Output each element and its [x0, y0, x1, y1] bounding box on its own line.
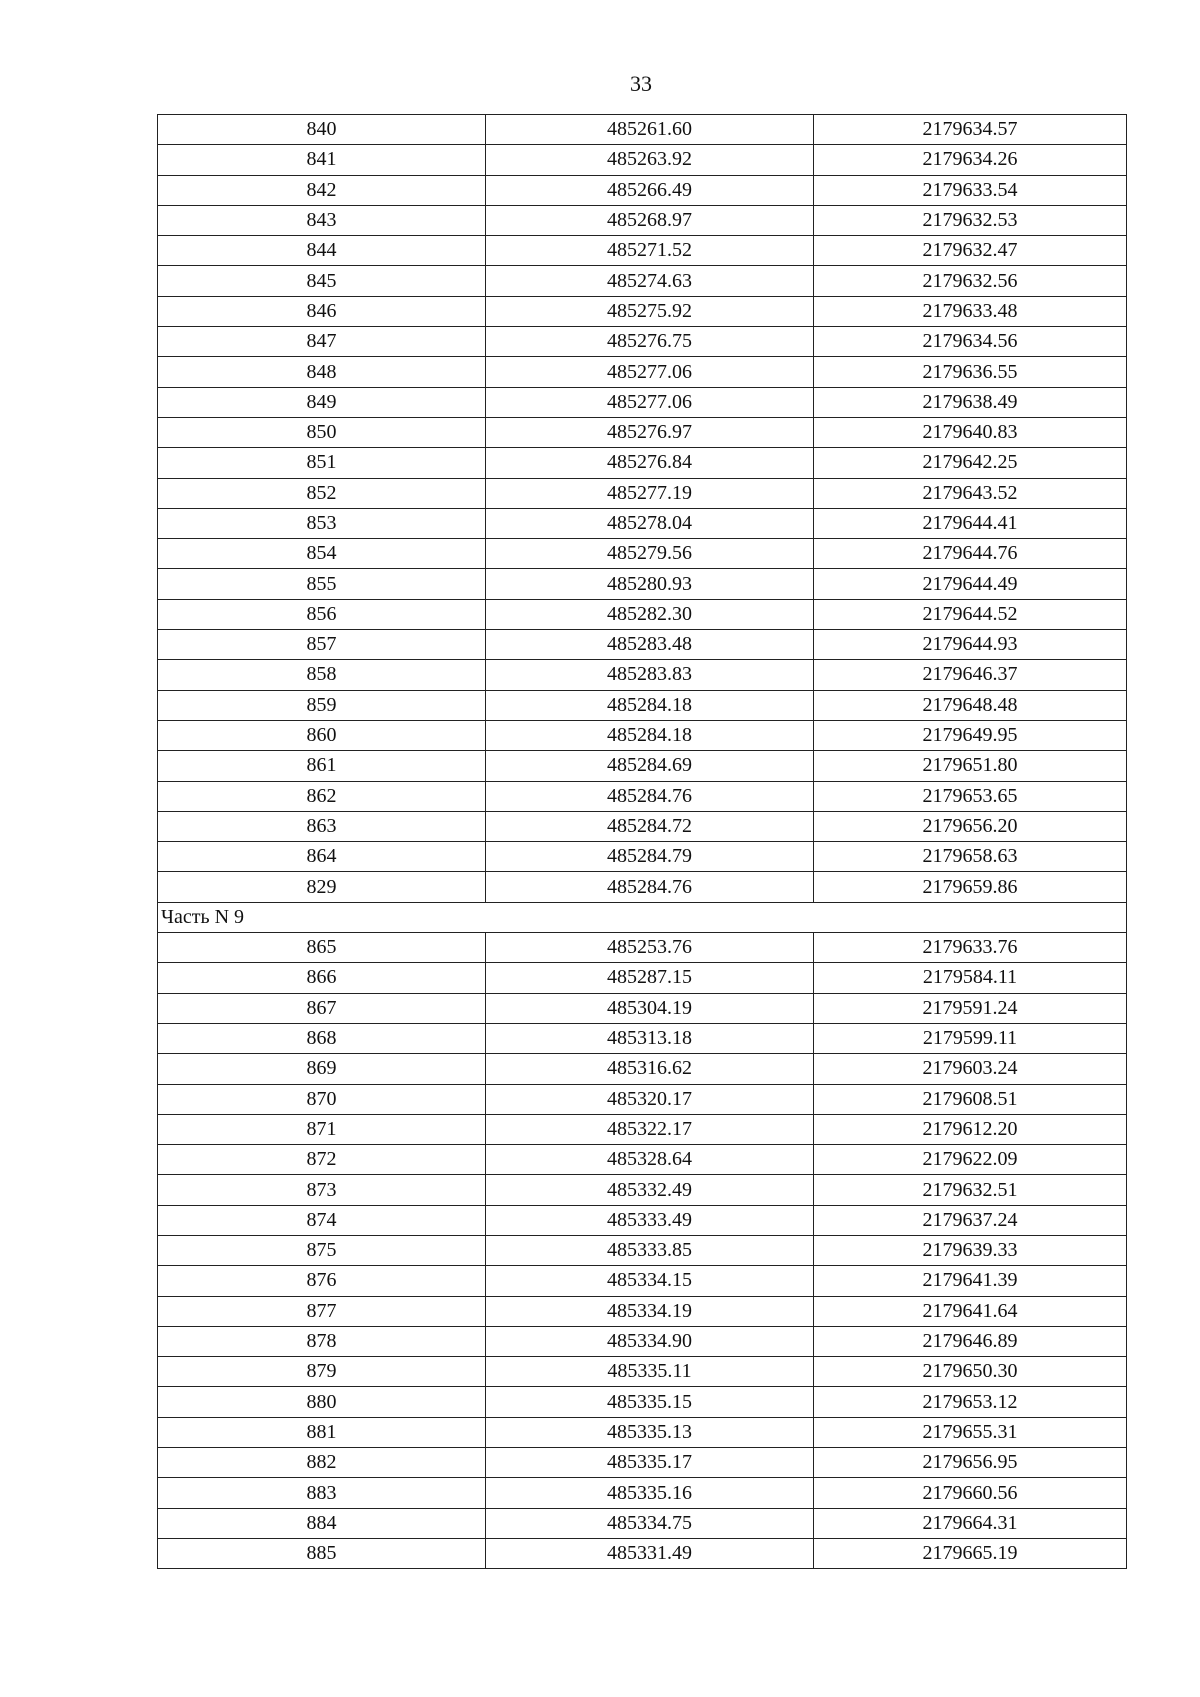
x-coordinate-cell: 485279.56: [486, 539, 814, 569]
point-number-cell: 885: [158, 1538, 486, 1568]
y-coordinate-cell: 2179649.95: [814, 720, 1127, 750]
table-row: [158, 1296, 1127, 1326]
y-coordinate-cell: 2179656.20: [814, 811, 1127, 841]
table-row: [158, 1538, 1127, 1568]
point-number-cell: 878: [158, 1326, 486, 1356]
x-coordinate-cell: 485334.90: [486, 1326, 814, 1356]
y-coordinate-cell: 2179599.11: [814, 1023, 1127, 1053]
table-row: [158, 1417, 1127, 1447]
y-coordinate-cell: 2179634.56: [814, 327, 1127, 357]
point-number-cell: 864: [158, 842, 486, 872]
table-row: [158, 296, 1127, 326]
point-number-cell: 882: [158, 1448, 486, 1478]
y-coordinate-cell: 2179612.20: [814, 1114, 1127, 1144]
point-number-cell: 865: [158, 933, 486, 963]
table-row: [158, 1175, 1127, 1205]
table-row: [158, 357, 1127, 387]
x-coordinate-cell: 485335.15: [486, 1387, 814, 1417]
point-number-cell: 860: [158, 720, 486, 750]
point-number-cell: 868: [158, 1023, 486, 1053]
point-number-cell: 840: [158, 115, 486, 145]
table-row: [158, 205, 1127, 235]
point-number-cell: 879: [158, 1357, 486, 1387]
table-row: [158, 811, 1127, 841]
table-row: [158, 327, 1127, 357]
x-coordinate-cell: 485284.76: [486, 781, 814, 811]
y-coordinate-cell: 2179639.33: [814, 1235, 1127, 1265]
y-coordinate-cell: 2179642.25: [814, 448, 1127, 478]
y-coordinate-cell: 2179636.55: [814, 357, 1127, 387]
point-number-cell: 842: [158, 175, 486, 205]
point-number-cell: 850: [158, 417, 486, 447]
y-coordinate-cell: 2179644.49: [814, 569, 1127, 599]
x-coordinate-cell: 485332.49: [486, 1175, 814, 1205]
x-coordinate-cell: 485284.18: [486, 690, 814, 720]
y-coordinate-cell: 2179632.53: [814, 205, 1127, 235]
x-coordinate-cell: 485316.62: [486, 1054, 814, 1084]
point-number-cell: 876: [158, 1266, 486, 1296]
y-coordinate-cell: 2179644.76: [814, 539, 1127, 569]
x-coordinate-cell: 485334.75: [486, 1508, 814, 1538]
section-row: [158, 902, 1127, 932]
table-row: [158, 1205, 1127, 1235]
x-coordinate-cell: 485276.97: [486, 417, 814, 447]
x-coordinate-cell: 485333.85: [486, 1235, 814, 1265]
point-number-cell: 849: [158, 387, 486, 417]
x-coordinate-cell: 485283.48: [486, 630, 814, 660]
point-number-cell: 881: [158, 1417, 486, 1447]
table-row: [158, 963, 1127, 993]
x-coordinate-cell: 485320.17: [486, 1084, 814, 1114]
y-coordinate-cell: 2179632.56: [814, 266, 1127, 296]
point-number-cell: 862: [158, 781, 486, 811]
table-row: [158, 448, 1127, 478]
table-row: [158, 993, 1127, 1023]
point-number-cell: 841: [158, 145, 486, 175]
y-coordinate-cell: 2179632.47: [814, 236, 1127, 266]
y-coordinate-cell: 2179632.51: [814, 1175, 1127, 1205]
table-row: [158, 1448, 1127, 1478]
x-coordinate-cell: 485280.93: [486, 569, 814, 599]
y-coordinate-cell: 2179643.52: [814, 478, 1127, 508]
x-coordinate-cell: 485274.63: [486, 266, 814, 296]
x-coordinate-cell: 485313.18: [486, 1023, 814, 1053]
y-coordinate-cell: 2179633.76: [814, 933, 1127, 963]
point-number-cell: 880: [158, 1387, 486, 1417]
table-row: [158, 1326, 1127, 1356]
x-coordinate-cell: 485261.60: [486, 115, 814, 145]
y-coordinate-cell: 2179655.31: [814, 1417, 1127, 1447]
y-coordinate-cell: 2179665.19: [814, 1538, 1127, 1568]
point-number-cell: 858: [158, 660, 486, 690]
x-coordinate-cell: 485287.15: [486, 963, 814, 993]
table-row: [158, 933, 1127, 963]
table-row: [158, 1145, 1127, 1175]
x-coordinate-cell: 485322.17: [486, 1114, 814, 1144]
point-number-cell: 857: [158, 630, 486, 660]
x-coordinate-cell: 485284.69: [486, 751, 814, 781]
x-coordinate-cell: 485334.15: [486, 1266, 814, 1296]
y-coordinate-cell: 2179651.80: [814, 751, 1127, 781]
table-row: [158, 751, 1127, 781]
table-row: [158, 1357, 1127, 1387]
point-number-cell: 861: [158, 751, 486, 781]
page-number: 33: [630, 71, 652, 96]
table-row: [158, 660, 1127, 690]
x-coordinate-cell: 485277.06: [486, 387, 814, 417]
point-number-cell: 829: [158, 872, 486, 902]
y-coordinate-cell: 2179634.57: [814, 115, 1127, 145]
y-coordinate-cell: 2179633.54: [814, 175, 1127, 205]
table-row: [158, 1114, 1127, 1144]
y-coordinate-cell: 2179659.86: [814, 872, 1127, 902]
x-coordinate-cell: 485275.92: [486, 296, 814, 326]
x-coordinate-cell: 485276.75: [486, 327, 814, 357]
point-number-cell: 843: [158, 205, 486, 235]
point-number-cell: 848: [158, 357, 486, 387]
point-number-cell: 875: [158, 1235, 486, 1265]
y-coordinate-cell: 2179644.52: [814, 599, 1127, 629]
table-row: [158, 1054, 1127, 1084]
x-coordinate-cell: 485331.49: [486, 1538, 814, 1568]
y-coordinate-cell: 2179634.26: [814, 145, 1127, 175]
y-coordinate-cell: 2179640.83: [814, 417, 1127, 447]
x-coordinate-cell: 485335.13: [486, 1417, 814, 1447]
point-number-cell: 859: [158, 690, 486, 720]
point-number-cell: 847: [158, 327, 486, 357]
point-number-cell: 854: [158, 539, 486, 569]
table-row: [158, 872, 1127, 902]
y-coordinate-cell: 2179658.63: [814, 842, 1127, 872]
table-row: [158, 1266, 1127, 1296]
y-coordinate-cell: 2179637.24: [814, 1205, 1127, 1235]
y-coordinate-cell: 2179653.65: [814, 781, 1127, 811]
table-row: [158, 539, 1127, 569]
point-number-cell: 844: [158, 236, 486, 266]
x-coordinate-cell: 485335.11: [486, 1357, 814, 1387]
y-coordinate-cell: 2179646.89: [814, 1326, 1127, 1356]
x-coordinate-cell: 485276.84: [486, 448, 814, 478]
table-row: [158, 781, 1127, 811]
x-coordinate-cell: 485335.17: [486, 1448, 814, 1478]
y-coordinate-cell: 2179633.48: [814, 296, 1127, 326]
table-row: [158, 1084, 1127, 1114]
point-number-cell: 845: [158, 266, 486, 296]
x-coordinate-cell: 485278.04: [486, 508, 814, 538]
y-coordinate-cell: 2179641.64: [814, 1296, 1127, 1326]
table-row: [158, 1508, 1127, 1538]
point-number-cell: 853: [158, 508, 486, 538]
table-row: [158, 690, 1127, 720]
coordinates-table: [157, 114, 1127, 1569]
table-row: [158, 1023, 1127, 1053]
y-coordinate-cell: 2179664.31: [814, 1508, 1127, 1538]
x-coordinate-cell: 485282.30: [486, 599, 814, 629]
point-number-cell: 846: [158, 296, 486, 326]
x-coordinate-cell: 485263.92: [486, 145, 814, 175]
table-row: [158, 569, 1127, 599]
y-coordinate-cell: 2179608.51: [814, 1084, 1127, 1114]
y-coordinate-cell: 2179660.56: [814, 1478, 1127, 1508]
y-coordinate-cell: 2179648.48: [814, 690, 1127, 720]
coordinates-table-body: [158, 115, 1127, 1569]
x-coordinate-cell: 485284.76: [486, 872, 814, 902]
point-number-cell: 866: [158, 963, 486, 993]
point-number-cell: 877: [158, 1296, 486, 1326]
point-number-cell: 852: [158, 478, 486, 508]
x-coordinate-cell: 485335.16: [486, 1478, 814, 1508]
point-number-cell: 855: [158, 569, 486, 599]
x-coordinate-cell: 485284.72: [486, 811, 814, 841]
y-coordinate-cell: 2179638.49: [814, 387, 1127, 417]
x-coordinate-cell: 485334.19: [486, 1296, 814, 1326]
table-row: [158, 175, 1127, 205]
x-coordinate-cell: 485333.49: [486, 1205, 814, 1235]
section-label: Часть N 9: [158, 902, 1127, 932]
point-number-cell: 874: [158, 1205, 486, 1235]
table-row: [158, 599, 1127, 629]
y-coordinate-cell: 2179656.95: [814, 1448, 1127, 1478]
table-row: [158, 842, 1127, 872]
point-number-cell: 873: [158, 1175, 486, 1205]
y-coordinate-cell: 2179584.11: [814, 963, 1127, 993]
point-number-cell: 856: [158, 599, 486, 629]
y-coordinate-cell: 2179641.39: [814, 1266, 1127, 1296]
x-coordinate-cell: 485268.97: [486, 205, 814, 235]
x-coordinate-cell: 485277.06: [486, 357, 814, 387]
point-number-cell: 884: [158, 1508, 486, 1538]
x-coordinate-cell: 485253.76: [486, 933, 814, 963]
point-number-cell: 869: [158, 1054, 486, 1084]
y-coordinate-cell: 2179653.12: [814, 1387, 1127, 1417]
x-coordinate-cell: 485266.49: [486, 175, 814, 205]
table-row: [158, 387, 1127, 417]
point-number-cell: 872: [158, 1145, 486, 1175]
table-row: [158, 236, 1127, 266]
y-coordinate-cell: 2179644.93: [814, 630, 1127, 660]
x-coordinate-cell: 485284.79: [486, 842, 814, 872]
y-coordinate-cell: 2179650.30: [814, 1357, 1127, 1387]
x-coordinate-cell: 485277.19: [486, 478, 814, 508]
table-row: [158, 720, 1127, 750]
point-number-cell: 871: [158, 1114, 486, 1144]
x-coordinate-cell: 485328.64: [486, 1145, 814, 1175]
table-row: [158, 1387, 1127, 1417]
point-number-cell: 851: [158, 448, 486, 478]
y-coordinate-cell: 2179591.24: [814, 993, 1127, 1023]
table-row: [158, 508, 1127, 538]
y-coordinate-cell: 2179644.41: [814, 508, 1127, 538]
table-row: [158, 266, 1127, 296]
point-number-cell: 883: [158, 1478, 486, 1508]
point-number-cell: 863: [158, 811, 486, 841]
x-coordinate-cell: 485283.83: [486, 660, 814, 690]
table-row: [158, 115, 1127, 145]
x-coordinate-cell: 485271.52: [486, 236, 814, 266]
table-row: [158, 478, 1127, 508]
table-row: [158, 1478, 1127, 1508]
x-coordinate-cell: 485304.19: [486, 993, 814, 1023]
table-row: [158, 630, 1127, 660]
x-coordinate-cell: 485284.18: [486, 720, 814, 750]
y-coordinate-cell: 2179603.24: [814, 1054, 1127, 1084]
point-number-cell: 870: [158, 1084, 486, 1114]
y-coordinate-cell: 2179646.37: [814, 660, 1127, 690]
table-row: [158, 1235, 1127, 1265]
table-row: [158, 417, 1127, 447]
y-coordinate-cell: 2179622.09: [814, 1145, 1127, 1175]
point-number-cell: 867: [158, 993, 486, 1023]
table-row: [158, 145, 1127, 175]
